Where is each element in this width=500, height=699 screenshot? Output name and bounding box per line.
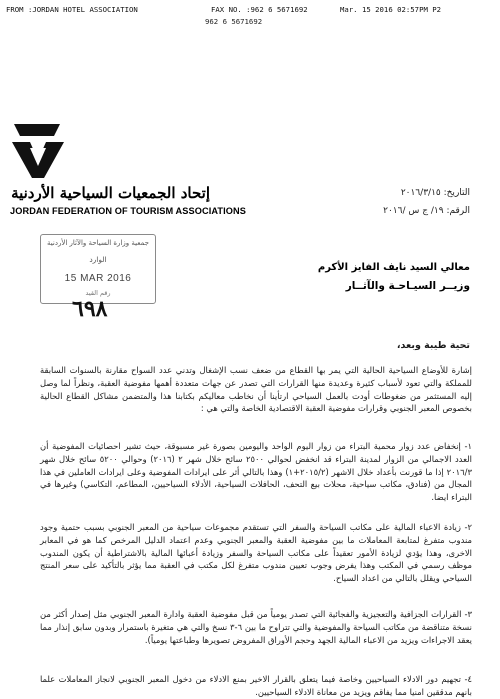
point-3-paragraph: ٣- القرارات الجزافية والتعجيزية والفجائية التي تصدر يومياً من قبل مفوضية العقبة وادارة المعبر الجنوبي مثل إصدار أكثر من نسخة متناقضة من مكاتب السياحة والمفوضية والتي تتراوح ما بين ٦-٣ نسخ والتي هي متغيرة باستمرار وبدون سابق إنذار مما يعقد الاجراءات ويزيد من الاعباء المالية الجهد وحجم الأوراق المفروض تصويرها وطباعتها يومياً). (40, 609, 472, 645)
fax-number: FAX NO. :962 6 5671692 (211, 5, 308, 14)
stamp-label: الوارد (89, 255, 107, 264)
addressee-title: وزيــر السيـاحـة والآثــار (345, 280, 470, 292)
stamp-sub-label: رقم القيد (85, 289, 111, 297)
received-stamp (40, 234, 156, 304)
fax-header (6, 4, 496, 16)
stamp-date: 15 MAR 2016 (64, 273, 132, 284)
point-4-paragraph: ٤- تجهيم دور الادلاء السياحيين وخاصة فيما يتعلق بالقرار الاخير بمنع الادلاء من دخول المعبر الجنوبي لانجاز المعاملات علما بانهم مدققين امنيا مما يفاقم ويزيد من معاناة الادلاء السياحيين. (40, 674, 472, 697)
letter-reference: الرقم: ١٩/ ج س /٢٠١٦ (383, 206, 470, 216)
greeting: تحية طيبة وبعد، (396, 340, 470, 351)
letter-date: التاريخ: ٢٠١٦/٣/١٥ (400, 188, 470, 198)
point-2-paragraph: ٢- زيادة الاعباء المالية على مكاتب السياحة والسفر التي تستقدم مجموعات سياحية من المعبر الجنوبي بسبب حتمية وجود مندوب متفرغ لمتابعة المعاملات ما بين مفوضية العقبة والمعبر الجنوبي وعدم اعتماد الدليل المرخص كما هو في المعابر الاخرى، وهذا يؤدي لزيادة الأمور تعقيداً على مكاتب السياحة والسفر وزيادة أعبائها المالية بالاشتراطية أن يكون المندوب موظف رسمي في المكتب وهذا يفرض وجوب تعيين مندوب متفرغ لكل مكتب في العقبة مما يؤثر بالتأكيد على سعر المنتج السياحي ويقلل بالتالي من اعداد السياح. (40, 522, 472, 583)
stamp-organization: جمعية وزارة السياحة والآثار الأردنية (47, 239, 149, 247)
addressee-name: معالي السيد نايف الفايز الأكرم (317, 262, 470, 273)
fax-datetime: Mar. 15 2016 02:57PM P2 (340, 5, 442, 14)
handwritten-number: ٦٩٨ (72, 296, 108, 322)
point-1-paragraph: ١- إنخفاض عدد زوار محمية البتراء من زوار اليوم الواحد واليومين بصورة غير مسبوقة، حيث تشير احصائيات المفوضية أن العدد الاجمالي من الزوار لمدينة البتراء قد انخفض لحوالي ٢٥٠٠ سائح خلال شهر ٢ (٢٠١٦) وحوالي ٥٢٠٠ سائح خلال شهر ٢٠١٦/٣ إذا ما قورنت بأعداد خلال الاشهر (٢٠١٥/٢+١) وهذا بالتالي أثر على ايرادات المفوضية وعلى ايرادات العاملين في هذا المجال من (فنادق، مكاتب سياحية، محلات بيع التحف، الحافلات السياحية، الأدلاء السياحيين، المطاعم، التكاسي) وغيرها في البتراء ايضا. (40, 441, 472, 502)
federation-logo-icon (8, 120, 68, 182)
fax-from: FROM :JORDAN HOTEL ASSOCIATION (6, 5, 138, 14)
organization-name-english: JORDAN FEDERATION OF TOURISM ASSOCIATIONS (10, 206, 247, 216)
organization-name-arabic: إتحاد الجمعيات السياحية الأردنية (11, 184, 210, 202)
intro-paragraph: إشارة للأوضاع السياحية الحالية التي يمر بها القطاع من ضعف نسب الإشغال وتدني عدد السواح مقارنة بالسنوات السابقة للمملكة والتي تعود لأسباب كثيرة وعديدة منها القرارات التي تصدر عن جهات متعددة أهمها مفوضية العقبة، ونظراً لما وصل إليه المستثمر من ضغوطات أودت بالعمل السياحي ارتأينا أن نخاطب معاليكم بكتابنا هذا والمتضمن مشاكل القطاع الحالية بخصوص المعبر الجنوبي وقرارات مفوضية العقبة الاقتصادية الخاصة والتي هي : (40, 365, 472, 414)
fax-phone-repeat: 962 6 5671692 (205, 17, 263, 26)
